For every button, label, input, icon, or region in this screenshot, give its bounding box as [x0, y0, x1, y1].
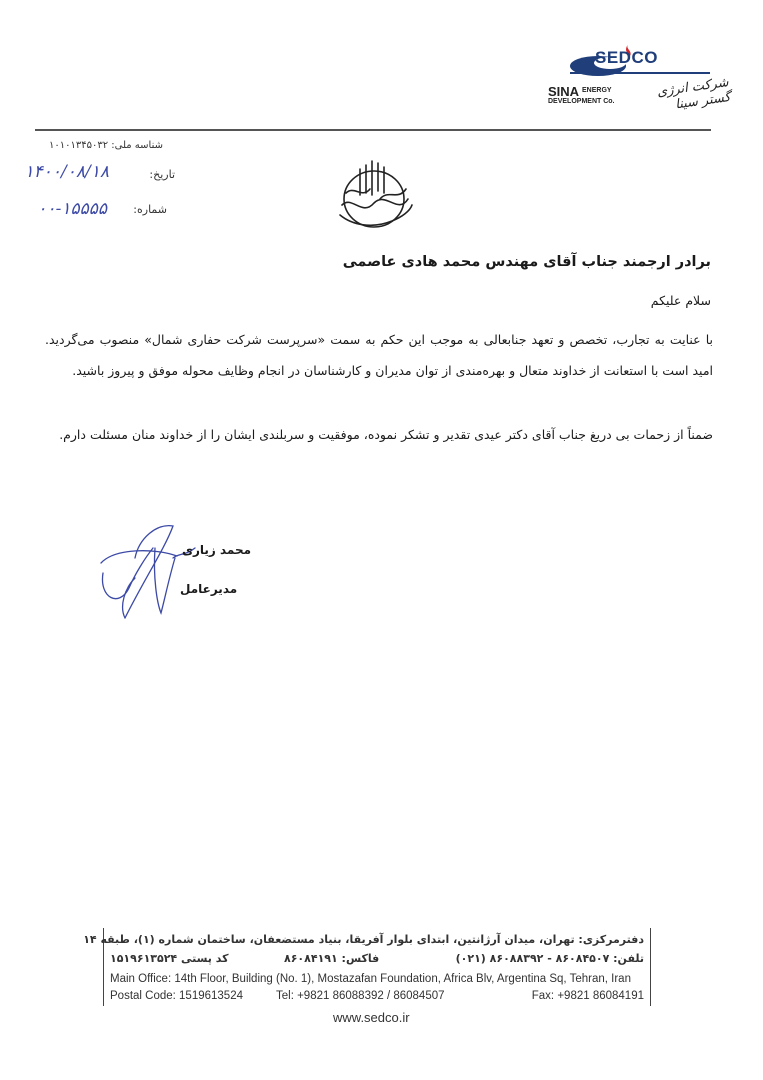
- sina-logo-name: SINA: [548, 84, 580, 99]
- company-logo: [540, 38, 730, 118]
- footer-tel-persian: تلفن: ۸۶۰۸۴۵۰۷ - ۸۶۰۸۸۳۹۲ (۰۲۱): [455, 952, 644, 965]
- footer-postal-persian: کد پستی ۱۵۱۹۶۱۳۵۲۴: [110, 952, 229, 965]
- header-divider: [35, 129, 711, 131]
- sina-energy-label: ENERGY: [582, 87, 612, 94]
- website-link[interactable]: www.sedco.ir: [333, 1010, 410, 1025]
- national-id: شناسه ملی: ۱۰۱۰۱۳۴۵۰۳۲: [48, 140, 163, 151]
- body-paragraph-2: ضمناً از زحمات بی دریغ جناب آقای دکتر عیدی تقدیر و تشکر نموده، موفقیت و سربلندی ایشان را از خداوند منان مسئلت دارم.: [59, 427, 713, 442]
- signatory-title: مدیرعامل: [180, 582, 238, 596]
- footer-fax-english: Fax: +9821 86084191: [531, 990, 644, 1002]
- number-label: شماره:: [133, 203, 167, 216]
- sina-development-label: DEVELOPMENT Co.: [548, 98, 615, 105]
- footer-contact-block: [83, 928, 651, 1006]
- body-paragraph-1: با عنایت به تجارب، تخصص و تعهد جنابعالی به موجب این حکم به سمت «سرپرست شرکت حفاری شمال» منصوب می‌گردید. امید است با استعانت از خداوند متعال و بهره‌مندی از توان مدیران و کارشناسان در انجام وظایف محوله موفق و پیروز باشید.: [45, 332, 713, 378]
- footer-address-persian: دفترمرکزی: تهران، میدان آرژانتین، ابتدای بلوار آفریقا، بنیاد مستضعفان، ساختمان شماره (۱)، طبقه ۱۴: [83, 933, 644, 946]
- bismillah-calligraphy-icon: [332, 155, 416, 235]
- signatory-name: محمد زیاری: [182, 543, 252, 557]
- number-value: ۰۰-۱۵۵۵۵: [37, 199, 107, 219]
- letter-number-field: [37, 199, 167, 219]
- greeting: سلام علیکم: [650, 293, 711, 308]
- recipient-heading: برادر ارجمند جناب آقای مهندس محمد هادی عاصمی: [342, 254, 711, 270]
- footer-postal-english: Postal Code: 1519613524: [110, 990, 243, 1002]
- footer-fax-persian: فاکس: ۸۶۰۸۴۱۹۱: [284, 952, 380, 965]
- logo-sedco-text: SEDCO: [595, 48, 658, 67]
- sina-logo-persian: شرکت انرژی گستر سینا: [656, 75, 732, 113]
- footer-address-english: Main Office: 14th Floor, Building (No. 1), Mostazafan Foundation, Africa Blv, Argentina Sq, Tehran, Iran: [110, 973, 631, 985]
- handwritten-signature: [95, 518, 205, 633]
- date-label: تاریخ:: [149, 168, 175, 181]
- date-field: [24, 162, 175, 182]
- date-value: ۱۴۰۰/۰۸/۱۸: [24, 162, 109, 182]
- footer-tel-english: Tel: +9821 86088392 / 86084507: [276, 990, 445, 1002]
